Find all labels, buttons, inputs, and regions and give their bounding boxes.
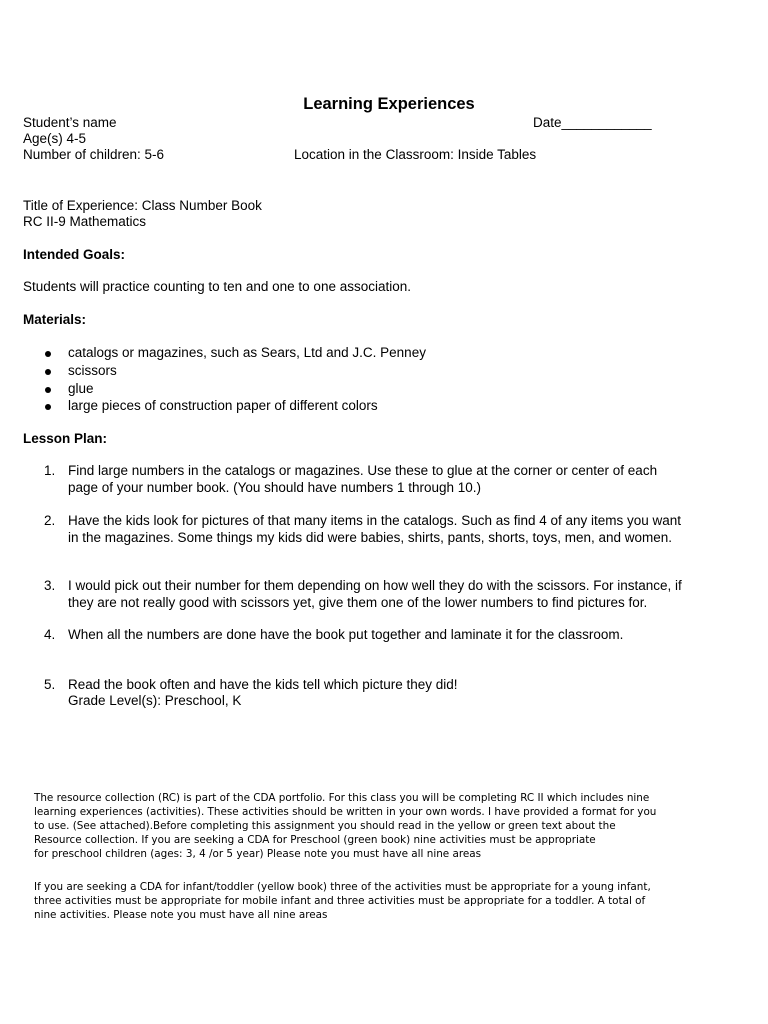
step-line: When all the numbers are done have the book put together and laminate it for the classroom. xyxy=(68,627,624,642)
step-line: in the magazines. Some things my kids did were babies, shirts, pants, shorts, toys, men, and women. xyxy=(68,530,673,545)
resource-collection-note: The resource collection (RC) is part of the CDA portfolio. For this class you will be completing RC II which includes nine learning experiences (activities). These activities should be written in your own words. I have provided a format for you to use. (See attached).Before completing this assignment you should read in the yellow or green text about the Resource collection. If you are seeking a CDA for Preschool (green book) nine activities must be appropriate for preschool children (ages: 3, 4 /or 5 year) Please note you must have all nine areas xyxy=(34,792,657,861)
date-label: Date____________ xyxy=(533,115,652,130)
page-title: Learning Experiences xyxy=(303,95,475,113)
bullet-icon xyxy=(45,369,51,375)
step-number: 4. xyxy=(44,627,56,642)
step-line: Have the kids look for pictures of that many items in the catalogs. Such as find 4 of any items you want xyxy=(68,513,682,528)
step-line: they are not really good with scissors yet, give them one of the lower numbers to find pictures for. xyxy=(68,595,648,610)
step-line: I would pick out their number for them depending on how well they do with the scissors. For instance, if xyxy=(68,578,682,593)
rc-label: RC II-9 Mathematics xyxy=(23,214,147,229)
goals-heading: Intended Goals: xyxy=(23,247,126,262)
bullet-icon xyxy=(45,404,51,410)
step-line: Read the book often and have the kids tell which picture they did! xyxy=(68,677,458,692)
step-line: page of your number book. (You should have numbers 1 through 10.) xyxy=(68,480,482,495)
ages-label: Age(s) 4-5 xyxy=(23,131,87,146)
grade-level-line: Grade Level(s): Preschool, K xyxy=(68,693,242,708)
step-number: 2. xyxy=(44,513,56,528)
step-number: 5. xyxy=(44,677,56,692)
infant-toddler-note: If you are seeking a CDA for infant/toddler (yellow book) three of the activities must be appropriate for a young infant, three activities must be appropriate for mobile infant and three activities must be appropriate for a toddler. A total of nine activities. Please note you must have all nine areas xyxy=(34,881,651,922)
location-label: Location in the Classroom: Inside Tables xyxy=(294,147,537,162)
step-number: 1. xyxy=(44,463,56,478)
goals-text: Students will practice counting to ten and one to one association. xyxy=(23,279,411,294)
materials-heading: Materials: xyxy=(23,312,87,327)
lesson-plan-heading: Lesson Plan: xyxy=(23,431,108,446)
material-label: catalogs or magazines, such as Sears, Ltd and J.C. Penney xyxy=(68,345,426,360)
bullet-icon xyxy=(45,387,51,393)
material-label: glue xyxy=(68,381,94,396)
step-number: 3. xyxy=(44,578,56,593)
students-name-label: Student’s name xyxy=(23,115,117,130)
material-label: scissors xyxy=(68,363,117,378)
bullet-icon xyxy=(45,351,51,357)
number-of-children-label: Number of children: 5-6 xyxy=(23,147,165,162)
material-label: large pieces of construction paper of different colors xyxy=(68,398,378,413)
step-line: Find large numbers in the catalogs or magazines. Use these to glue at the corner or center of each xyxy=(68,463,658,478)
experience-title: Title of Experience: Class Number Book xyxy=(23,198,262,213)
